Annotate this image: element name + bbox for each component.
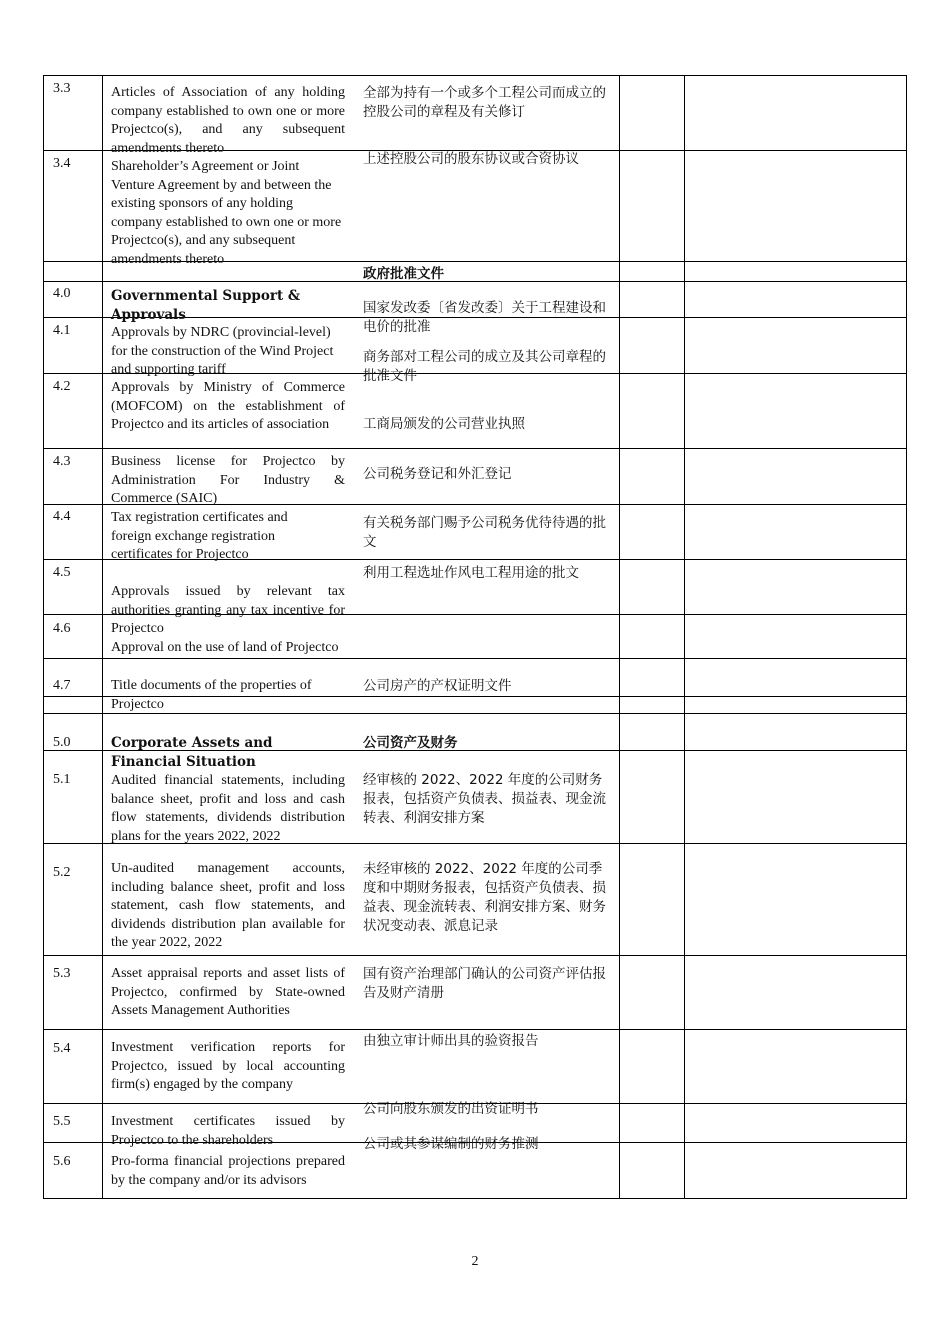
item-number: 5.2 xyxy=(53,865,71,880)
item-number: 5.5 xyxy=(53,1114,71,1129)
section-heading-en: Governmental Support & Approvals xyxy=(111,288,301,323)
item-number: 4.1 xyxy=(53,323,71,338)
item-description-en: Investment verification reports for Projectco, issued by local accounting firm(s) engaged by the company xyxy=(111,1040,345,1092)
grid-line xyxy=(906,75,907,1199)
item-description-en: Shareholder’s Agreement or Joint Venture Agreement by and between the existing sponsors of any holding company established to own one or more Projectco(s), and any subsequent amendments thereto xyxy=(111,159,342,267)
item-description-zh: 利用工程选址作风电工程用途的批文 xyxy=(363,565,579,581)
item-description-zh: 公司税务登记和外汇登记 xyxy=(363,466,512,482)
item-description-zh: 经审核的 2022、2022 年度的公司财务报表，包括资产负债表、损益表、现金流转表、利润安排方案 xyxy=(363,772,606,826)
item-description-en: Audited financial statements, including balance sheet, profit and loss and cash flow statements, dividends distribution plans for the years 2022, 2022 xyxy=(111,773,345,844)
item-description-en: Pro-forma financial projections prepared by the company and/or its advisors xyxy=(111,1154,345,1188)
grid-line xyxy=(102,75,103,1199)
item-description-zh: 国家发改委〔省发改委〕关于工程建设和电价的批准 xyxy=(363,300,606,335)
item-description-zh: 全部为持有一个或多个工程公司而成立的控股公司的章程及有关修订 xyxy=(363,85,606,120)
item-description-zh: 公司向股东颁发的出资证明书 xyxy=(363,1101,539,1117)
item-description-zh: 上述控股公司的股东协议或合资协议 xyxy=(363,151,579,167)
item-number: 4.7 xyxy=(53,678,71,693)
item-description-en: Approvals by Ministry of Commerce (MOFCOM) on the establishment of Projectco and its articles of association xyxy=(111,380,345,432)
item-number: 4.6 xyxy=(53,621,71,636)
item-description-en: Approvals by NDRC (provincial-level) for the construction of the Wind Project and supporting tariff xyxy=(111,325,334,377)
item-number: 4.0 xyxy=(53,286,71,301)
item-number: 5.3 xyxy=(53,966,71,981)
item-description-en: Tax registration certificates and foreign exchange registration certificates for Projectco xyxy=(111,510,288,562)
item-number: 5.6 xyxy=(53,1154,71,1169)
item-description-en: Approvals issued by relevant tax authorities granting any tax incentive for Projectco xyxy=(111,584,345,636)
section-heading-zh: 政府批准文件 xyxy=(363,266,444,282)
item-number: 5.4 xyxy=(53,1041,71,1056)
item-description-en: Title documents of the properties of Projectco xyxy=(111,678,312,712)
grid-line xyxy=(684,75,685,1199)
page-number: 2 xyxy=(471,1254,479,1269)
item-description-zh: 国有资产治理部门确认的公司资产评估报告及财产清册 xyxy=(363,966,606,1001)
grid-line xyxy=(619,75,620,1199)
grid-line xyxy=(43,75,907,76)
item-description-en: Asset appraisal reports and asset lists of Projectco, confirmed by State-owned Assets Management Authorities xyxy=(111,966,345,1018)
item-description-zh: 未经审核的 2022、2022 年度的公司季度和中期财务报表，包括资产负债表、损益表、现金流转表、利润安排方案、财务状况变动表、派息记录 xyxy=(363,861,606,934)
item-description-zh: 工商局颁发的公司营业执照 xyxy=(363,416,525,432)
item-number: 4.3 xyxy=(53,454,71,469)
item-number: 3.4 xyxy=(53,156,71,171)
section-heading-zh: 公司资产及财务 xyxy=(363,735,458,751)
item-number: 4.4 xyxy=(53,509,71,524)
item-description-en: Articles of Association of any holding company established to own one or more Projectco(s), and any subsequent amendments thereto xyxy=(111,85,345,156)
item-description-zh: 商务部对工程公司的成立及其公司章程的批准文件 xyxy=(363,349,606,384)
item-number: 5.0 xyxy=(53,735,71,750)
item-number: 5.1 xyxy=(53,772,71,787)
item-description-en: Un-audited management accounts, including balance sheet, profit and loss statement, cash flow statements, and dividends distribution plan available for the year 2022, 2022 xyxy=(111,861,345,950)
item-description-zh: 公司或其参谋编制的财务推测 xyxy=(363,1136,539,1152)
grid-line xyxy=(43,1029,907,1030)
item-description-zh: 有关税务部门赐予公司税务优待待遇的批文 xyxy=(363,515,606,550)
grid-line xyxy=(43,448,907,449)
grid-line xyxy=(43,955,907,956)
item-number: 4.5 xyxy=(53,565,71,580)
item-number: 3.3 xyxy=(53,81,71,96)
section-heading-en: Corporate Assets and Financial Situation xyxy=(111,735,273,770)
item-description-zh: 公司房产的产权证明文件 xyxy=(363,678,512,694)
item-description-en: Approval on the use of land of Projectco xyxy=(111,640,339,655)
grid-line xyxy=(43,75,44,1199)
item-description-en: Investment certificates issued by Projectco to the shareholders xyxy=(111,1114,345,1148)
grid-line xyxy=(43,1198,907,1199)
item-number: 4.2 xyxy=(53,379,71,394)
grid-line xyxy=(43,658,907,659)
item-description-en: Business license for Projectco by Administration For Industry & Commerce (SAIC) xyxy=(111,454,345,506)
item-description-zh: 由独立审计师出具的验资报告 xyxy=(363,1033,539,1049)
